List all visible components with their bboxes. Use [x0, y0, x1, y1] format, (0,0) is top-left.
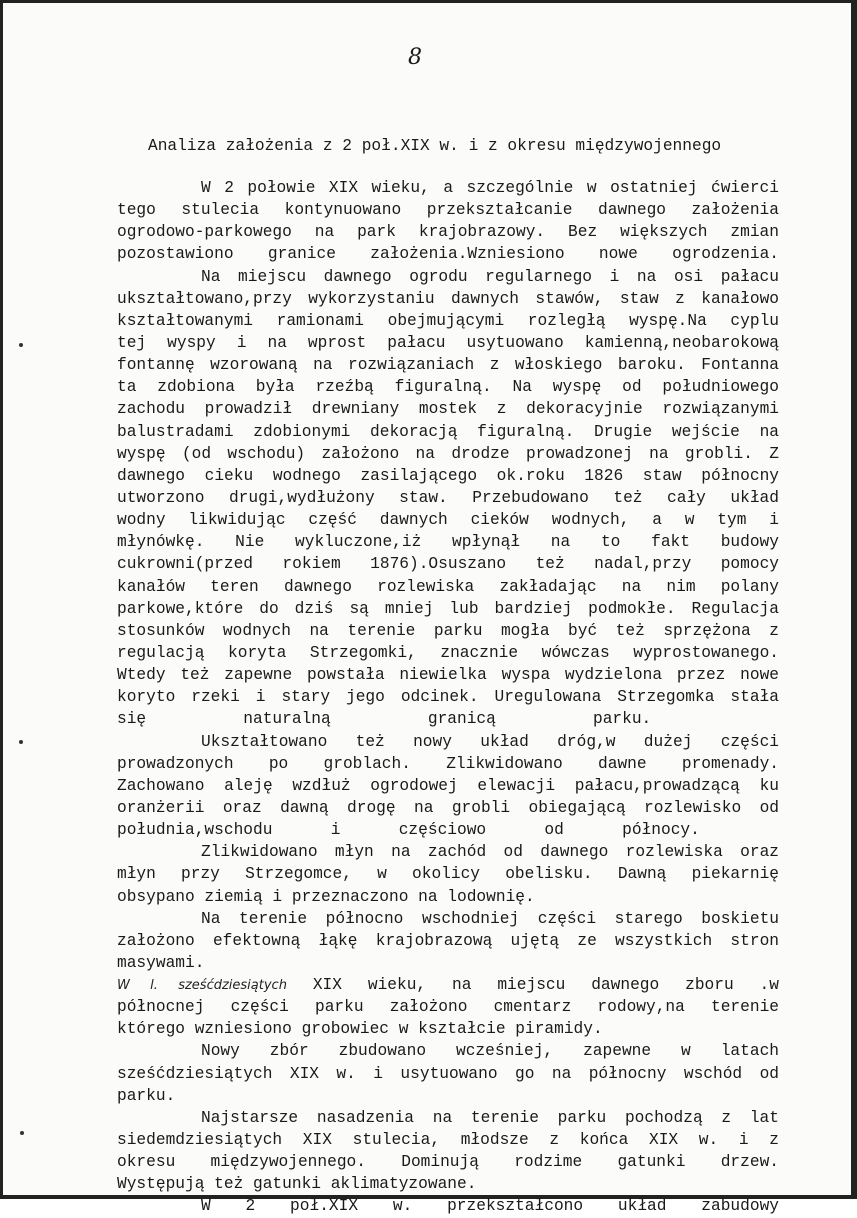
- text-line: Na terenie północno wschodniej części starego boskietu: [201, 909, 779, 928]
- text-line: regulacją koryta Strzegomki, znacznie wówczas wyprostowanego.: [117, 643, 779, 662]
- text-line: założono efektowną łąkę krajobrazową ujętą ze wszystkich stron: [117, 931, 779, 950]
- text-line: się naturalną granicą parku.: [117, 710, 652, 729]
- text-line: W 2 poł.XIX w. przekształcono układ zabudowy: [201, 1197, 779, 1216]
- text-line: młyn przy Strzegomce, w okolicy obelisku. Dawną piekarnię: [117, 865, 779, 884]
- body-text: [117, 177, 779, 1218]
- text-line: Występują też gatunki aklimatyzowane.: [117, 1175, 477, 1194]
- text-line: pozostawiono granice założenia.Wzniesiono nowe ogrodzenia.: [117, 245, 779, 264]
- text-line: wodny likwidując część dawnych cieków wodnych, a w tym i: [117, 511, 779, 530]
- text-line: Na miejscu dawnego ogrodu regularnego i na osi pałacu: [201, 267, 779, 286]
- text-line: kanałów teren dawnego rozlewiska zakładając na nim polany: [117, 577, 779, 596]
- text-line: północnej części parku założono cmentarz rodowy,na terenie: [117, 998, 779, 1017]
- text-line: dawnego cieku wodnego zasilającego ok.roku 1826 staw północny: [117, 466, 779, 485]
- text-line: wyspę (od wschodu) założono na drodze prowadzonej na grobli. Z: [117, 444, 779, 463]
- text-line: sześćdziesiątych XIX w. i usytuowano go na północny wschód od: [117, 1064, 779, 1083]
- typed-text: XIX wieku, na miejscu dawnego zboru .w: [286, 976, 779, 995]
- text-line: tej wyspy i na wprost pałacu usytuowano kamienną,neobarokową: [117, 333, 779, 352]
- scan-dot: [19, 343, 23, 347]
- scan-dot: [20, 1131, 24, 1135]
- text-line: Nowy zbór zbudowano wcześniej, zapewne w latach: [201, 1042, 779, 1061]
- text-line: którego wzniesiono grobowiec w kształcie piramidy.: [117, 1020, 603, 1039]
- text-line: oranżerii oraz dawną drogę na grobli obiegającą rozlewisko od: [117, 798, 779, 817]
- text-line: parku.: [117, 1086, 176, 1105]
- text-line: koryto rzeki i stary jego odcinek. Uregulowana Strzegomka stała: [117, 688, 779, 707]
- text-line: prowadzonych po groblach. Zlikwidowano dawne promenady.: [117, 754, 779, 773]
- scan-dot: [19, 740, 23, 744]
- text-line: balustradami zdobionymi dekoracją figuralną. Drugie wejście na: [117, 422, 779, 441]
- text-line-with-handwriting: [117, 974, 779, 996]
- text-line: utworzono drugi,wydłużony staw. Przebudowano też cały układ: [117, 488, 779, 507]
- text-line: Wtedy też zapewne powstała niewielka wyspa wydzielona przez nowe: [117, 666, 779, 685]
- text-line: obsypano ziemią i przeznaczono na lodownię.: [117, 887, 535, 906]
- text-line: ta zdobiona była rzeźbą figuralną. Na wyspę od południowego: [117, 378, 779, 397]
- text-line: okresu międzywojennego. Dominują rodzime gatunki drzew.: [117, 1153, 779, 1172]
- text-line: masywami.: [117, 953, 205, 972]
- text-line: siedemdziesiątych XIX stulecia, młodsze z końca XIX w. i z: [117, 1131, 779, 1150]
- text-line: Zachowano aleję wzdłuż ogrodowej elewacji pałacu,prowadzącą ku: [117, 776, 779, 795]
- text-line: Najstarsze nasadzenia na terenie parku pochodzą z lat: [201, 1108, 779, 1127]
- text-line: W 2 połowie XIX wieku, a szczególnie w ostatniej ćwierci: [201, 179, 779, 197]
- text-line: kształtowanymi ramionami obejmującymi rozległą wyspę.Na cyplu: [117, 311, 779, 330]
- text-line: Ukształtowano też nowy układ dróg,w dużej części: [201, 732, 779, 751]
- text-line: ukształtowano,przy wykorzystaniu dawnych stawów, staw z kanałowo: [117, 289, 779, 308]
- text-line: parkowe,które do dziś są mniej lub bardziej podmokłe. Regulacja: [117, 599, 779, 618]
- text-line: cukrowni(przed rokiem 1876).Osuszano też nadal,przy pomocy: [117, 555, 779, 574]
- page-number: 8: [408, 45, 422, 70]
- text-line: fontannę wzorowaną na rozwiązaniach z włoskiego baroku. Fontanna: [117, 356, 779, 375]
- text-line: zachodu prowadził drewniany mostek z dekoracyjnie rozwiązanymi: [117, 400, 779, 419]
- text-line: Zlikwidowano młyn na zachód od dawnego rozlewiska oraz: [201, 843, 779, 862]
- text-line: tego stulecia kontynuowano przekształcanie dawnego założenia: [117, 201, 779, 220]
- text-line: południa,wschodu i częściowo od północy.: [117, 821, 700, 840]
- handwritten-insertion: W l. sześćdziesiątych: [117, 978, 287, 994]
- section-title: Analiza założenia z 2 poł.XIX w. i z okresu międzywojennego: [148, 137, 722, 155]
- text-line: stosunków wodnych na terenie parku mogła być też sprzężona z: [117, 621, 779, 640]
- text-line: młynówkę. Nie wykluczone,iż wpłynął na to fakt budowy: [117, 533, 779, 552]
- text-line: ogrodowo-parkowego na park krajobrazowy. Bez większych zmian: [117, 223, 779, 242]
